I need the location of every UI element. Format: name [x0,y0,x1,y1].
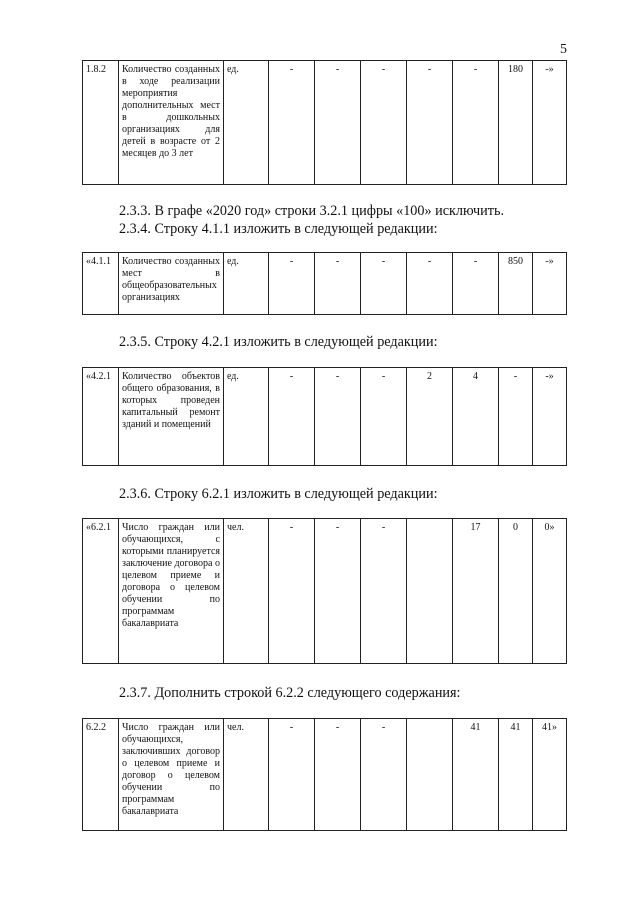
value-cell: -» [533,368,567,466]
value-cell: - [361,719,407,831]
value-cell [407,519,453,664]
value-cell: - [315,719,361,831]
row-unit: ед. [224,253,269,315]
value-cell: - [269,253,315,315]
table-row-6-2-1 [82,518,567,664]
row-number: «4.1.1 [83,253,119,315]
value-cell: - [361,368,407,466]
value-cell: - [315,368,361,466]
value-cell: 0 [499,519,533,664]
paragraph-2-3-4: 2.3.4. Строку 4.1.1 изложить в следующей редакции: [119,221,438,237]
value-cell: -» [533,253,567,315]
row-description: Число граждан или обучающихся, с которыми планируется заключение договора о целевом приеме и договора о целевом обучении по программам бакалавриата [119,519,224,664]
value-cell: - [499,368,533,466]
row-unit: ед. [224,368,269,466]
value-cell: 850 [499,253,533,315]
paragraph-2-3-3: 2.3.3. В графе «2020 год» строки 3.2.1 цифры «100» исключить. [119,203,504,219]
value-cell: - [315,61,361,185]
value-cell [407,719,453,831]
value-cell: - [269,368,315,466]
value-cell: 41» [533,719,567,831]
value-cell: - [407,61,453,185]
paragraph-2-3-7: 2.3.7. Дополнить строкой 6.2.2 следующего содержания: [119,685,461,701]
value-cell: - [361,61,407,185]
page-number: 5 [560,42,567,57]
row-unit: чел. [224,519,269,664]
value-cell: - [453,61,499,185]
value-cell: - [315,519,361,664]
value-cell: - [361,253,407,315]
value-cell: - [315,253,361,315]
paragraph-2-3-5: 2.3.5. Строку 4.2.1 изложить в следующей редакции: [119,334,438,350]
value-cell: 0» [533,519,567,664]
paragraph-2-3-6: 2.3.6. Строку 6.2.1 изложить в следующей редакции: [119,486,438,502]
row-number: «6.2.1 [83,519,119,664]
value-cell: 180 [499,61,533,185]
value-cell: -» [533,61,567,185]
row-number: 6.2.2 [83,719,119,831]
value-cell: 17 [453,519,499,664]
table-row-6-2-2 [82,718,567,831]
value-cell: - [269,719,315,831]
table-row-4-2-1 [82,367,567,466]
row-number: 1.8.2 [83,61,119,185]
value-cell: 4 [453,368,499,466]
row-description: Количество объектов общего образования, в которых проведен капитальный ремонт зданий и помещений [119,368,224,466]
value-cell: - [407,253,453,315]
value-cell: - [453,253,499,315]
value-cell: - [361,519,407,664]
value-cell: - [269,61,315,185]
row-number: «4.2.1 [83,368,119,466]
row-description: Количество созданных мест в общеобразовательных организациях [119,253,224,315]
row-unit: ед. [224,61,269,185]
table-row-1-8-2 [82,60,567,185]
row-description: Количество созданных в ходе реализации мероприятия дополнительных мест в дошкольных организациях для детей в возрасте от 2 месяцев до 3 лет [119,61,224,185]
row-unit: чел. [224,719,269,831]
value-cell: 2 [407,368,453,466]
row-description: Число граждан или обучающихся, заключивших договор о целевом приеме и договор о целевом обучении по программам бакалавриата [119,719,224,831]
value-cell: - [269,519,315,664]
table-row-4-1-1 [82,252,567,315]
value-cell: 41 [499,719,533,831]
value-cell: 41 [453,719,499,831]
